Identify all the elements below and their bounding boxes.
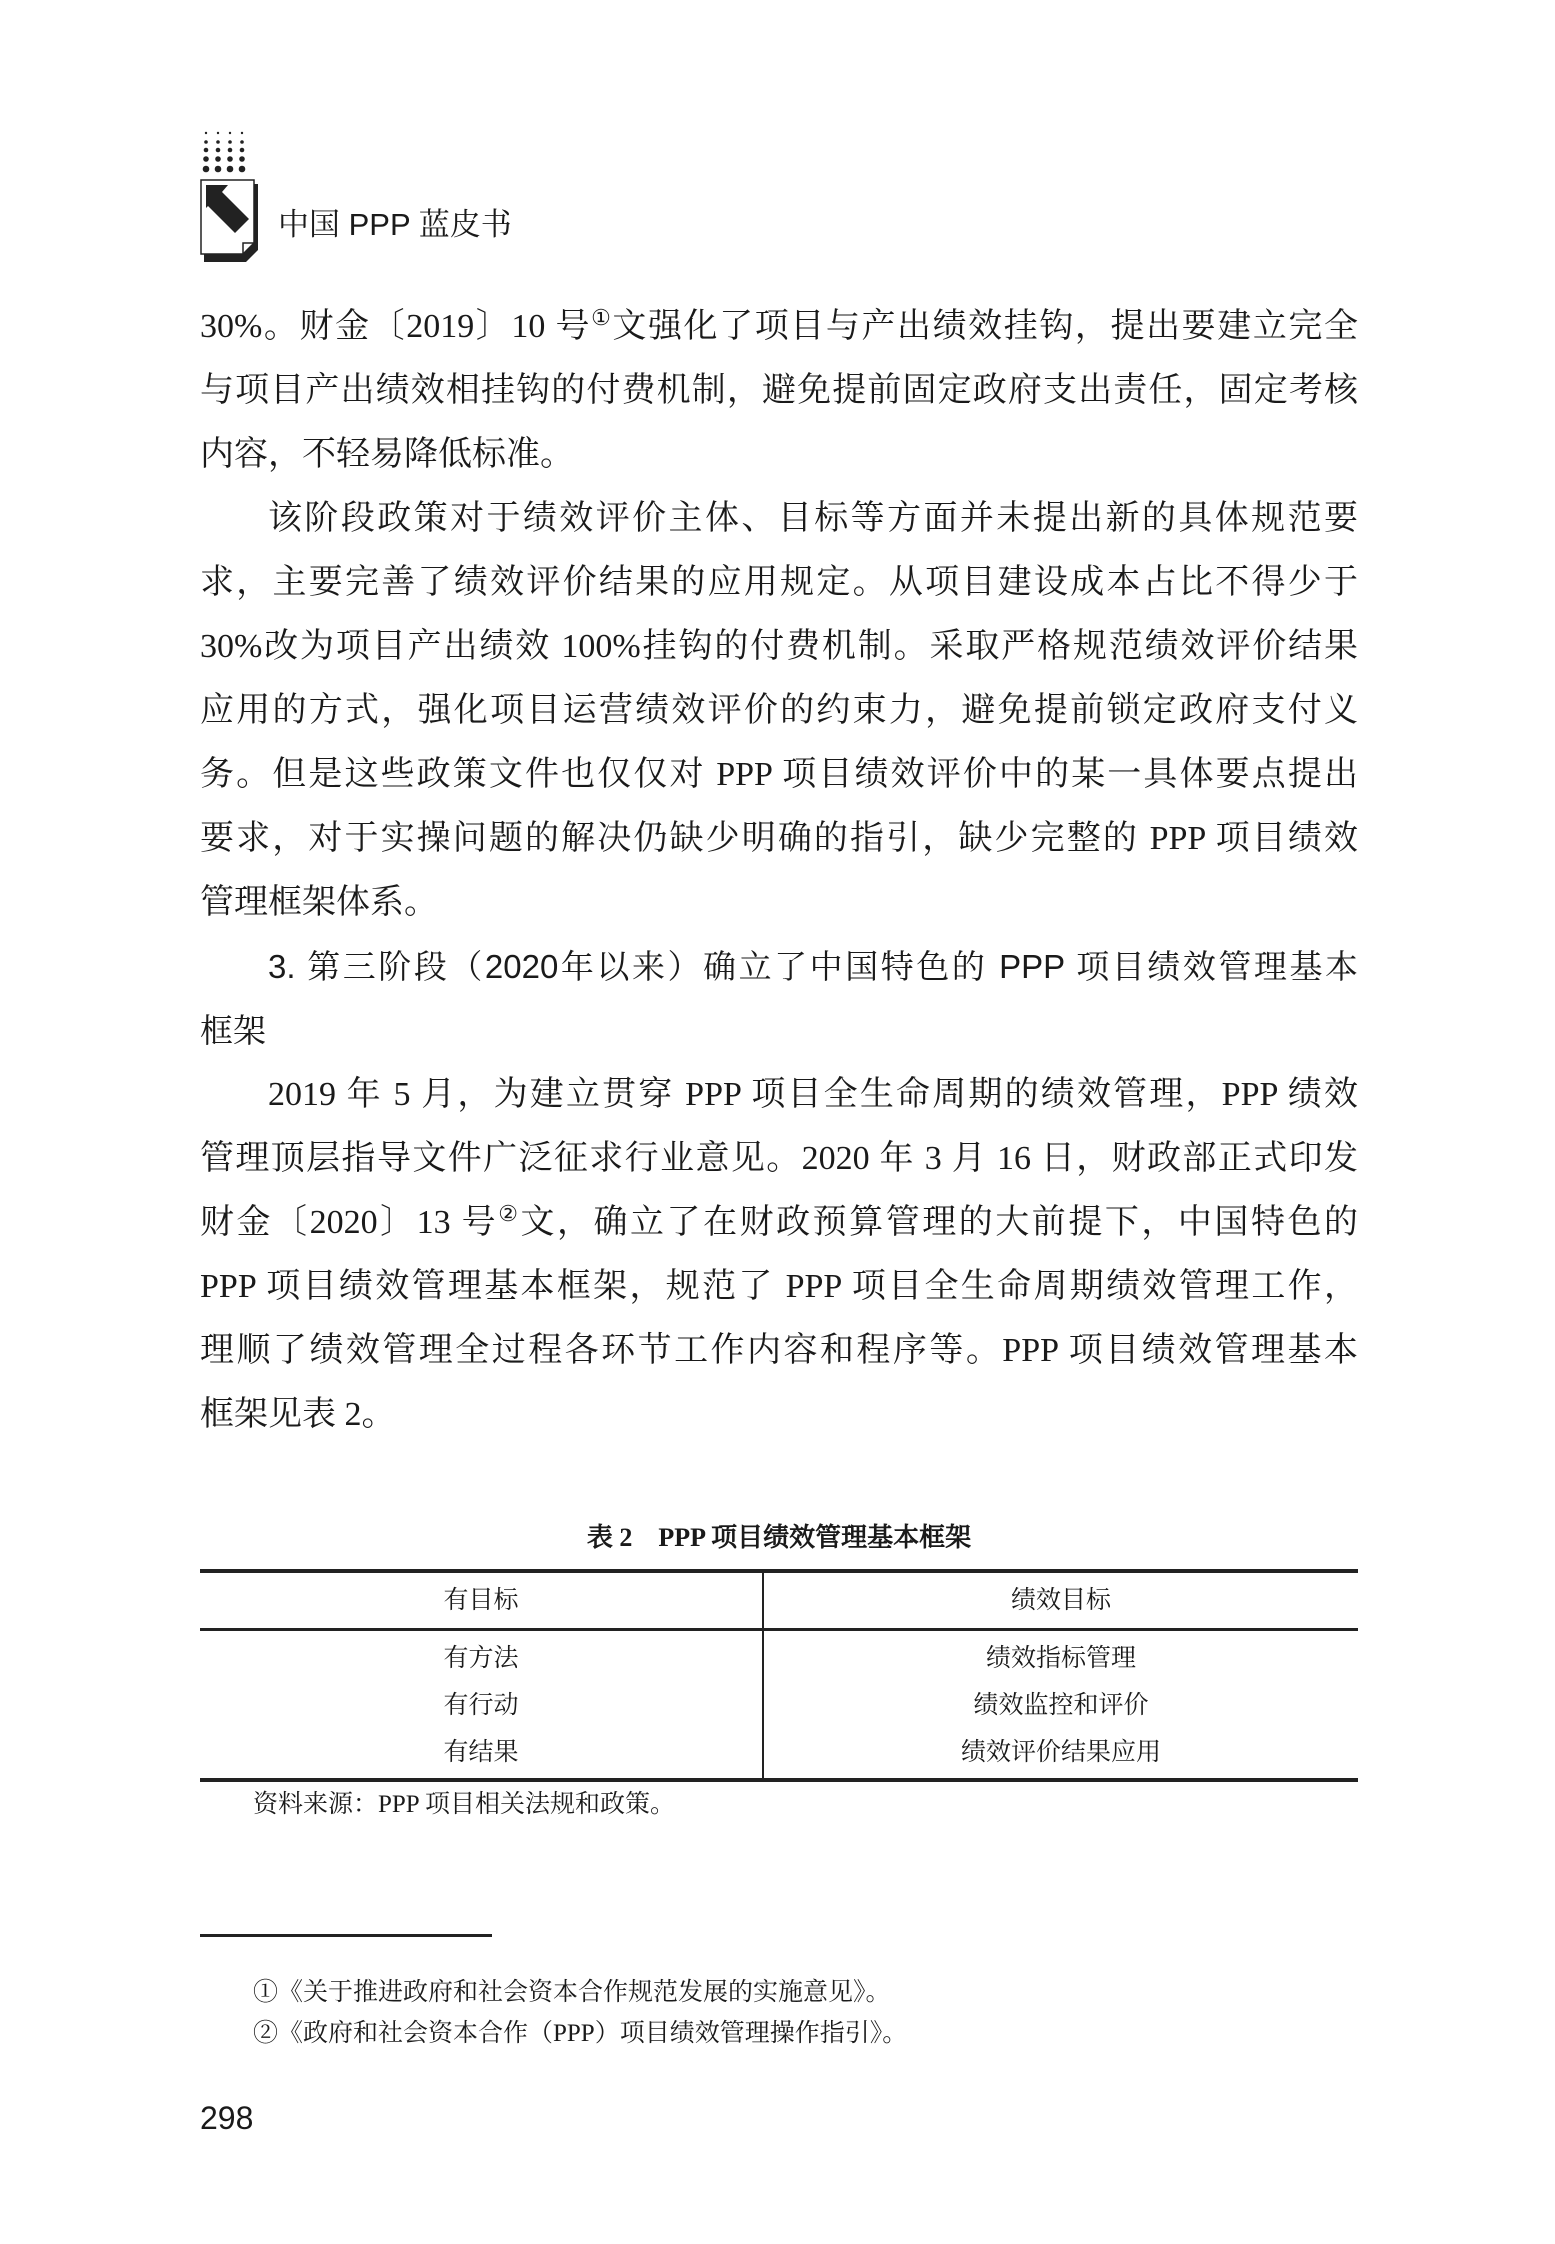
paragraph-line: 要求，对于实操问题的解决仍缺少明确的指引，缺少完整的 PPP 项目绩效 — [200, 820, 1358, 857]
paragraph-line: 框架见表 2。 — [200, 1396, 396, 1433]
paragraph-line: 与项目产出绩效相挂钩的付费机制，避免提前固定政府支出责任，固定考核 — [200, 372, 1358, 409]
paragraph-line: 理顺了绩效管理全过程各环节工作内容和程序等。PPP 项目绩效管理基本 — [200, 1332, 1358, 1369]
running-title: 中国 PPP 蓝皮书 — [278, 207, 512, 242]
footnote: ②《政府和社会资本合作（PPP）项目绩效管理操作指引》。 — [253, 2020, 908, 2047]
table-cell: 有行动 — [443, 1692, 519, 1719]
paragraph-line: 管理框架体系。 — [200, 884, 438, 921]
page-number: 298 — [200, 2100, 254, 2136]
table-header-row — [200, 1573, 1358, 1631]
paragraph-line: 内容，不轻易降低标准。 — [200, 436, 574, 473]
paragraph-line: 30%改为项目产出绩效 100%挂钩的付费机制。采取严格规范绩效评价结果 — [200, 628, 1358, 665]
book-series-logo — [200, 130, 262, 264]
body-text — [200, 295, 1358, 1447]
header-cell: 绩效目标 — [762, 1573, 1358, 1628]
table-cell: 绩效指标管理 — [985, 1645, 1136, 1672]
footnote-marker[interactable]: ② — [498, 1201, 521, 1226]
table-title: 表 2 PPP 项目绩效管理基本框架 — [586, 1523, 972, 1552]
paragraph-line: 30%。财金〔2019〕10 号①文强化了项目与产出绩效挂钩，提出要建立完全 — [200, 305, 1358, 345]
table-cell: 有方法 — [443, 1645, 519, 1672]
footnote: ①《关于推进政府和社会资本合作规范发展的实施意见》。 — [253, 1979, 891, 2006]
paragraph-line: 财金〔2020〕13 号②文，确立了在财政预算管理的大前提下，中国特色的 — [200, 1201, 1358, 1241]
framework-table — [200, 1569, 1358, 1782]
footnote-marker[interactable]: ① — [591, 305, 613, 330]
table-body — [200, 1631, 1358, 1778]
paragraph-line: 该阶段政策对于绩效评价主体、目标等方面并未提出新的具体规范要 — [268, 500, 1358, 537]
paragraph-line: 管理顶层指导文件广泛征求行业意见。2020 年 3 月 16 日，财政部正式印发 — [200, 1140, 1358, 1177]
header-cell: 有目标 — [443, 1587, 519, 1614]
paragraph-line: 应用的方式，强化项目运营绩效评价的约束力，避免提前锁定政府支付义 — [200, 692, 1358, 729]
section-heading-line: 3. 第三阶段（2020年以来）确立了中国特色的 PPP 项目绩效管理基本 — [268, 948, 1358, 985]
paragraph-line: 务。但是这些政策文件也仅仅对 PPP 项目绩效评价中的某一具体要点提出 — [200, 756, 1358, 793]
table-cell: 有结果 — [443, 1739, 519, 1766]
table-source: 资料来源：PPP 项目相关法规和政策。 — [253, 1791, 676, 1818]
footnote-divider — [200, 1934, 492, 1937]
paragraph-line: 求，主要完善了绩效评价结果的应用规定。从项目建设成本占比不得少于 — [200, 564, 1358, 601]
paragraph-line: 2019 年 5 月，为建立贯穿 PPP 项目全生命周期的绩效管理，PPP 绩效 — [268, 1076, 1358, 1113]
table-cell: 绩效监控和评价 — [973, 1692, 1149, 1719]
paragraph-line: PPP 项目绩效管理基本框架，规范了 PPP 项目全生命周期绩效管理工作， — [200, 1268, 1358, 1305]
table-cell: 绩效评价结果应用 — [960, 1739, 1161, 1766]
table-column-right — [762, 1631, 1358, 1778]
section-heading-line: 框架 — [200, 1012, 266, 1049]
table-column-left — [200, 1631, 762, 1778]
